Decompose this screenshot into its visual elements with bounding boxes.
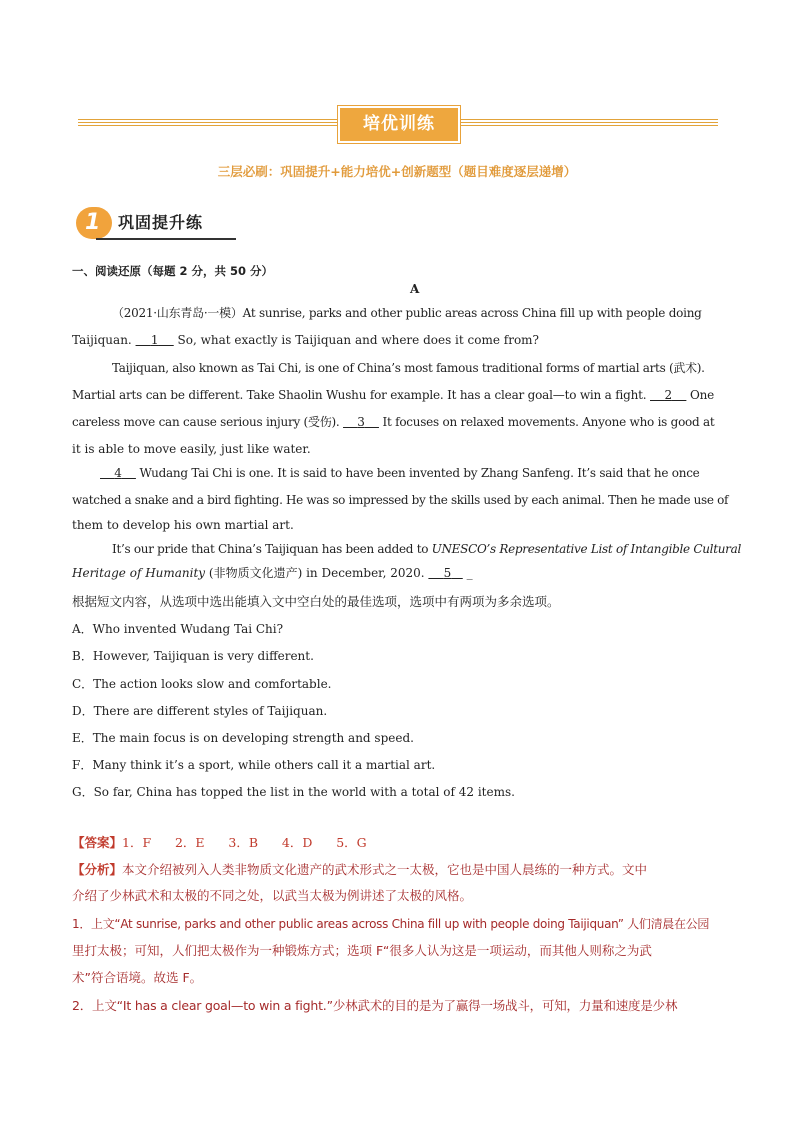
blank-4 [100, 466, 136, 480]
answer-label: 【答案】 [72, 835, 123, 850]
blank-number: 1 [150, 333, 159, 347]
blank-5 [428, 566, 462, 580]
passage-text: Taijiquan. [72, 333, 136, 347]
passage-text: Martial arts can be different. Take Shaolin Wushu for example. It has a clear goal—to win a fight. [72, 388, 650, 402]
question-heading: 一、阅读还原（每题 2 分，共 50 分） [72, 264, 274, 278]
passage-line [100, 466, 700, 480]
passage-text: It’s our pride that China’s Taijiquan has been added to [112, 542, 432, 556]
option-b: B．However, Taijiquan is very different. [72, 649, 314, 663]
explanation-line: 里打太极；可知，人们把太极作为一种锻炼方式；选项 F“很多人认为这是一项运动，而其他人则称之为武 [72, 943, 652, 958]
banner-title: 培优训练 [338, 106, 460, 143]
passage-line [72, 415, 715, 429]
passage-line: them to develop his own martial art. [72, 518, 294, 532]
blank-1 [136, 333, 174, 347]
blank-2 [650, 388, 686, 402]
section-underline [96, 238, 236, 240]
passage-text: careless move can cause serious injury (受伤). [72, 415, 344, 429]
passage-line [72, 566, 473, 580]
passage-text: One [686, 388, 715, 402]
section-title: 巩固提升练 [118, 213, 204, 232]
passage-text: Wudang Tai Chi is one. It is said to have been invented by Zhang Sanfeng. It’s said that he once [135, 466, 700, 480]
passage-text: It focuses on relaxed movements. Anyone who is good at [378, 415, 715, 429]
answer-text: 1．F 2．E 3．B 4．D 5．G [122, 835, 367, 850]
explanation-line: 1．上文“At sunrise, parks and other public areas across China fill up with people doing Taijiquan” 人们清晨在公园 [72, 917, 710, 931]
analysis-text: 本文介绍被列入人类非物质文化遗产的武术形式之一太极，它也是中国人晨练的一种方式。文中 [122, 862, 648, 877]
passage-line [72, 388, 714, 402]
blank-number: 4 [114, 466, 122, 480]
passage-text: So, what exactly is Taijiquan and where does it come from? [173, 333, 539, 347]
analysis-line: 介绍了少林武术和太极的不同之处，以武当太极为例讲述了太极的风格。 [72, 888, 473, 903]
section-number: 1 [85, 210, 101, 235]
passage-line: Taijiquan, also known as Tai Chi, is one of China’s most famous traditional forms of martial arts (武术). [112, 361, 705, 375]
passage-text: (非物质文化遗产) in December, 2020. [205, 566, 429, 580]
analysis-label: 【分析】 [72, 862, 123, 877]
blank-3 [343, 415, 379, 429]
analysis-line [72, 863, 647, 877]
option-c: C．The action looks slow and comfortable. [72, 677, 332, 691]
explanation-line: 术”符合语境。故选 F。 [72, 970, 203, 985]
option-d: D．There are different styles of Taijiquan. [72, 704, 328, 718]
passage-text: _ [462, 566, 473, 580]
passage-italic: Heritage of Humanity [72, 566, 206, 580]
passage-line [112, 542, 741, 556]
passage-italic: UNESCO’s Representative List of Intangible Cultural [431, 542, 741, 556]
blank-number: 3 [357, 415, 365, 429]
option-f: F．Many think it’s a sport, while others call it a martial art. [72, 758, 436, 772]
option-a: A．Who invented Wudang Tai Chi? [72, 622, 284, 636]
option-g: G．So far, China has topped the list in the world with a total of 42 items. [72, 785, 515, 799]
passage-line [72, 333, 539, 347]
passage-line: （2021·山东青岛·一模）At sunrise, parks and other public areas across China fill up with people doing [112, 306, 702, 320]
option-e: E．The main focus is on developing strength and speed. [72, 731, 414, 745]
section-banner [78, 104, 718, 140]
passage-letter: A [410, 282, 420, 296]
blank-number: 2 [664, 388, 672, 402]
subtitle: 三层必刷：巩固提升+能力培优+创新题型（题目难度逐层递增） [217, 164, 577, 179]
answer-line [72, 836, 367, 850]
passage-line: it is able to move easily, just like water. [72, 442, 311, 456]
blank-number: 5 [443, 566, 452, 580]
passage-line: watched a snake and a bird fighting. He was so impressed by the skills used by each animal. Then he made use of [72, 493, 729, 507]
section-header [76, 205, 236, 241]
instruction: 根据短文内容，从选项中选出能填入文中空白处的最佳选项，选项中有两项为多余选项。 [72, 594, 560, 609]
explanation-line: 2．上文“It has a clear goal—to win a fight.”少林武术的目的是为了赢得一场战斗，可知，力量和速度是少林 [72, 998, 678, 1013]
